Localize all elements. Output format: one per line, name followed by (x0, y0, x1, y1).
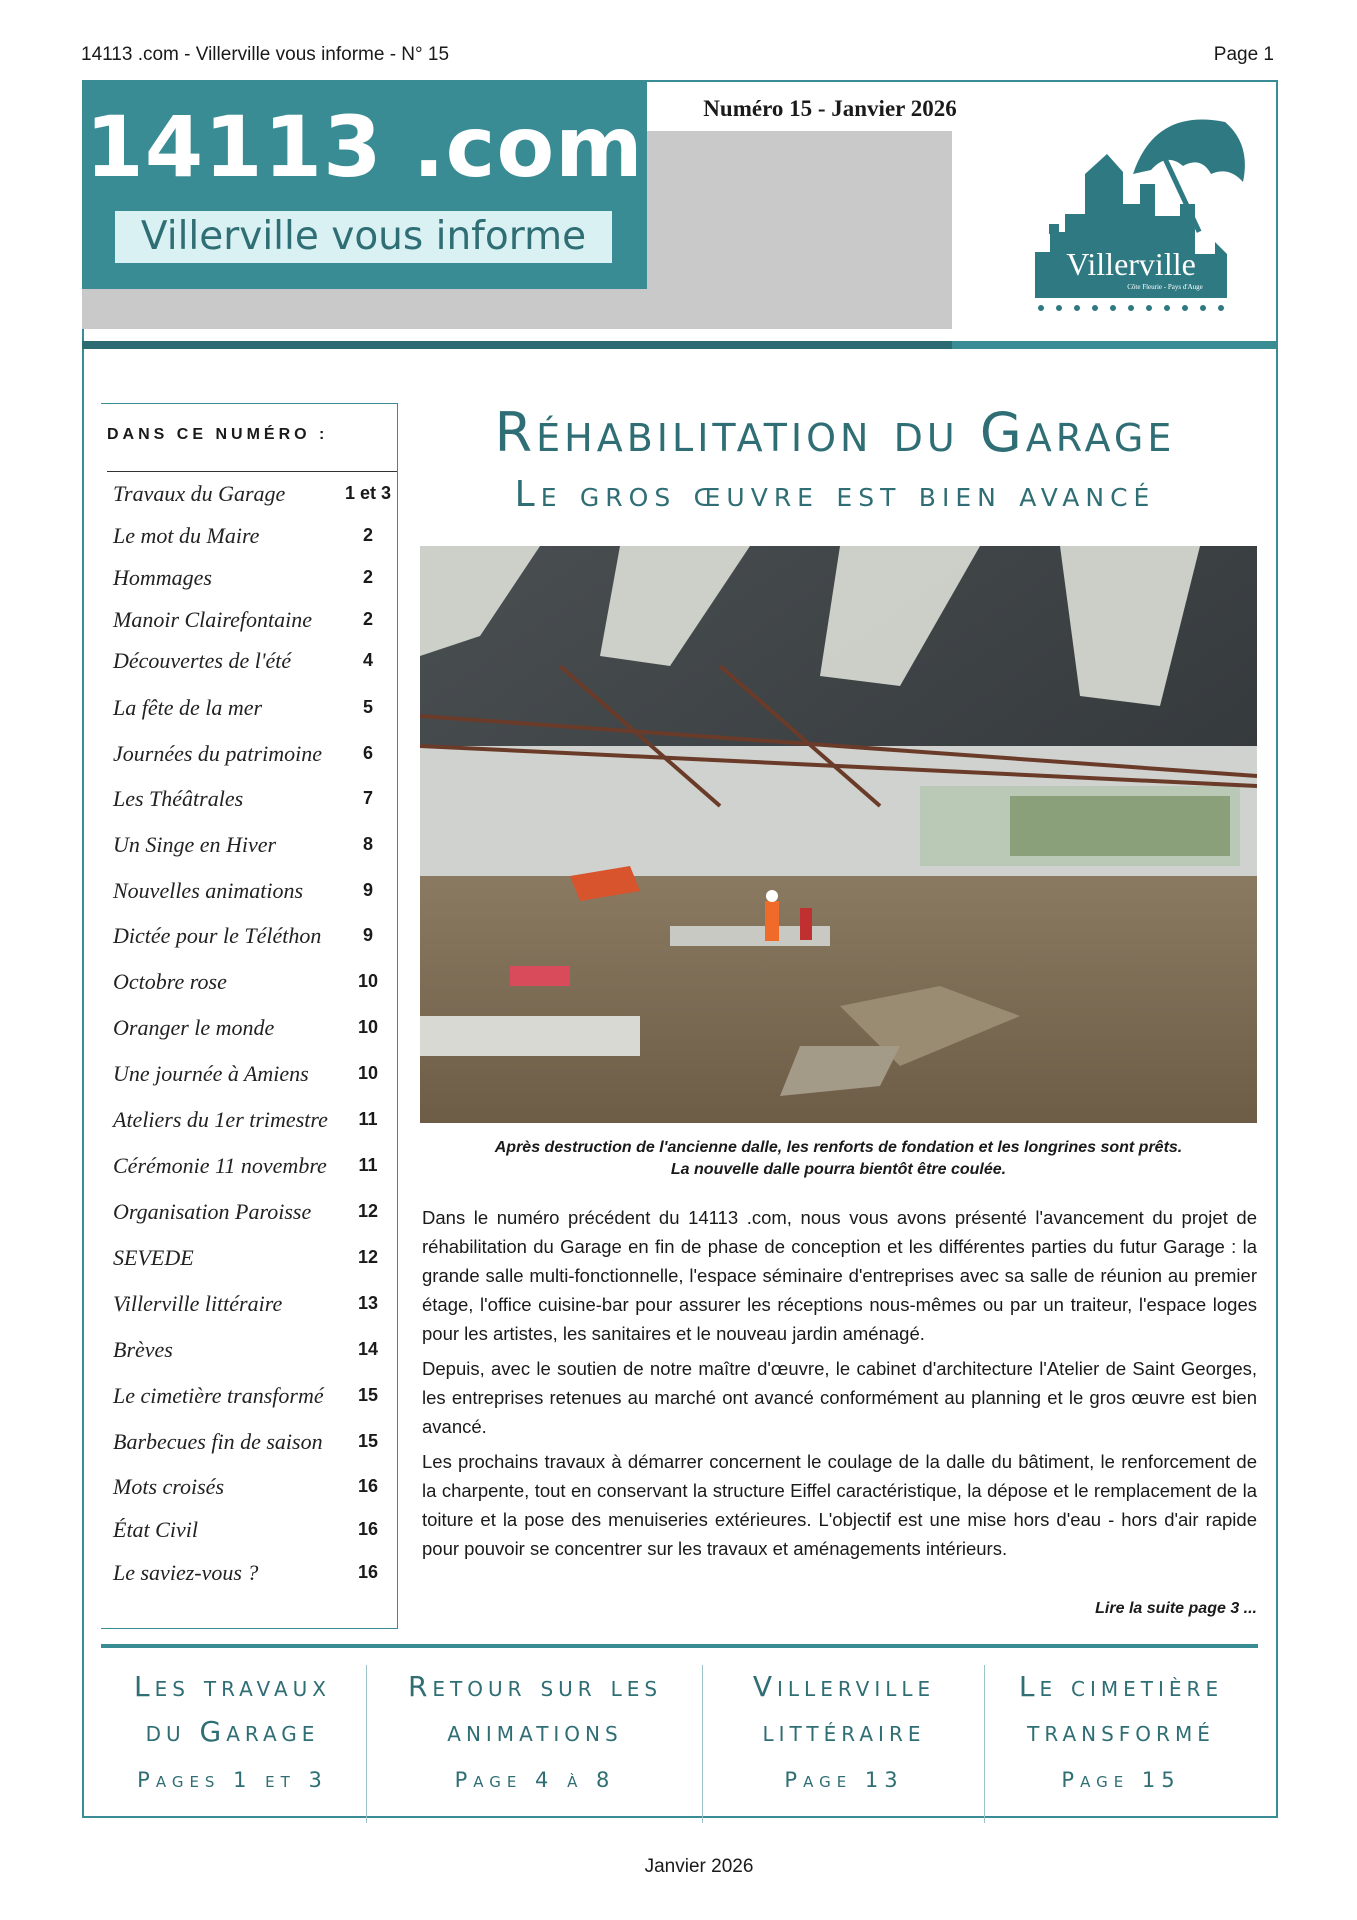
toc-item-label: Brèves (113, 1337, 173, 1362)
feature-title-line-1: Villerville (752, 1670, 936, 1703)
toc-item-label: Octobre rose (113, 969, 227, 994)
feature-box[interactable] (368, 1664, 702, 1822)
toc-item-label: Le cimetière transformé (113, 1383, 324, 1408)
toc-item-label: Villerville littéraire (113, 1291, 283, 1316)
toc-item[interactable] (113, 1015, 396, 1055)
toc-item-page: 15 (357, 1431, 379, 1451)
toc-item-page: 13 (357, 1293, 379, 1313)
feature-pages: Page 15 (1061, 1768, 1181, 1792)
toc-item[interactable] (113, 481, 396, 521)
article-subheadline: Le gros œuvre est bien avancé (514, 474, 1156, 515)
toc-item[interactable] (113, 1474, 396, 1514)
toc-item-page: 2 (362, 609, 373, 629)
toc-item-page: 14 (357, 1339, 379, 1359)
toc-item-label: Les Théâtrales (113, 786, 244, 811)
toc-item-page: 15 (357, 1385, 379, 1405)
toc-item[interactable] (113, 878, 396, 918)
feature-box[interactable] (101, 1664, 364, 1822)
toc-item-label: État Civil (113, 1517, 198, 1542)
feature-title-line-1: Retour sur les (407, 1670, 663, 1703)
caption-line-1: Après destruction de l'ancienne dalle, les renforts de fondation et les longrines sont prêts. (494, 1139, 1183, 1156)
toc-item-label: Le mot du Maire (113, 523, 260, 548)
toc-item[interactable] (113, 1291, 396, 1331)
feature-title-line-1: Le cimetière (1018, 1670, 1224, 1703)
feature-divider (984, 1665, 985, 1823)
toc-item[interactable] (113, 786, 396, 826)
feature-title-line-2: du Garage (145, 1715, 320, 1748)
running-header: 14113 .com - Villerville vous informe - N° 15 (81, 44, 450, 65)
paragraph: Depuis, avec le soutien de notre maître d'œuvre, le cabinet d'architecture l'Atelier de Saint Georges, les entreprises retenues au marché ont avancé conformément au planning et le gros œuvre est bien avancé. (422, 1358, 1257, 1437)
toc-item-page: 12 (357, 1247, 379, 1267)
features-rule (101, 1644, 1258, 1648)
feature-divider (702, 1665, 703, 1823)
feature-title-line-1: Les travaux (134, 1670, 331, 1703)
toc-item-page: 1 et 3 (344, 483, 392, 503)
toc-item-label: Découvertes de l'été (113, 648, 292, 673)
toc-item-page: 8 (362, 834, 373, 854)
feature-box[interactable] (986, 1664, 1256, 1822)
logo-dots (1038, 305, 1224, 311)
toc-item-label: Hommages (113, 565, 212, 590)
article-headline: Réhabilitation du Garage (494, 401, 1176, 464)
toc-item[interactable] (113, 1245, 396, 1285)
toc-item[interactable] (113, 1107, 396, 1147)
read-more-link[interactable]: Lire la suite page 3 ... (1095, 1600, 1257, 1617)
toc-item[interactable] (113, 1429, 396, 1469)
toc-item[interactable] (113, 1199, 396, 1239)
toc-item[interactable] (113, 523, 396, 563)
toc-item-page: 10 (357, 1063, 379, 1083)
masthead-subtitle: Villerville vous informe (115, 211, 612, 263)
toc-item[interactable] (113, 648, 396, 688)
feature-pages: Page 13 (784, 1768, 904, 1792)
toc-item-page: 11 (358, 1155, 378, 1175)
toc-item-page: 9 (362, 925, 373, 945)
construction-photo (420, 546, 1257, 1123)
toc-item-page: 2 (362, 567, 373, 587)
toc-item-page: 11 (358, 1109, 378, 1129)
masthead-rule-light (952, 341, 1278, 349)
toc-item[interactable] (113, 741, 396, 781)
issue-number: Numéro 15 - Janvier 2026 (703, 96, 957, 121)
toc-item-page: 10 (357, 971, 379, 991)
toc-divider (107, 471, 397, 472)
toc-item-page: 10 (357, 1017, 379, 1037)
masthead-rule-dark (82, 341, 952, 349)
feature-title-line-2: animations (447, 1715, 623, 1748)
toc-item-label: Cérémonie 11 novembre (113, 1153, 327, 1178)
toc-item-label: Ateliers du 1er trimestre (113, 1107, 328, 1132)
toc-item-page: 16 (357, 1519, 379, 1539)
toc-item-label: La fête de la mer (113, 695, 263, 720)
feature-pages: Pages 1 et 3 (137, 1768, 328, 1792)
photo-caption (420, 1137, 1257, 1181)
toc-item[interactable] (113, 1517, 396, 1557)
toc-item-page: 5 (362, 697, 373, 717)
toc-item[interactable] (113, 1061, 396, 1101)
toc-item-label: Oranger le monde (113, 1015, 275, 1040)
toc-item[interactable] (113, 607, 396, 647)
toc-item-label: Travaux du Garage (113, 481, 286, 506)
toc-item[interactable] (113, 1337, 396, 1377)
toc-title: DANS CE NUMÉRO : (107, 426, 329, 443)
toc-item-page: 6 (362, 743, 373, 763)
feature-title-line-2: littéraire (762, 1715, 926, 1748)
toc-item[interactable] (113, 565, 396, 605)
toc-item-page: 4 (362, 650, 373, 670)
toc-item[interactable] (113, 1153, 396, 1193)
toc-item-label: Manoir Clairefontaine (113, 607, 313, 632)
toc-item-page: 16 (357, 1562, 379, 1582)
toc-item-page: 16 (357, 1476, 379, 1496)
toc-item[interactable] (113, 923, 396, 963)
toc-item-label: Un Singe en Hiver (113, 832, 277, 857)
feature-title-line-2: transformé (1027, 1715, 1215, 1748)
feature-divider (366, 1665, 367, 1823)
feature-box[interactable] (704, 1664, 984, 1822)
toc-item-page: 7 (362, 788, 373, 808)
toc-item-label: Dictée pour le Téléthon (113, 923, 322, 948)
toc-item-label: Le saviez-vous ? (113, 1560, 259, 1585)
toc-item[interactable] (113, 1560, 396, 1600)
toc-item-label: Une journée à Amiens (113, 1061, 309, 1086)
toc-item-page: 12 (357, 1201, 379, 1221)
caption-line-2: La nouvelle dalle pourra bientôt être coulée. (670, 1161, 1007, 1178)
toc-item[interactable] (113, 1383, 396, 1423)
toc-item[interactable] (113, 832, 396, 872)
toc-item-page: 2 (362, 525, 373, 545)
toc-item-label: Mots croisés (113, 1474, 225, 1499)
article-body (422, 1203, 1257, 1569)
toc-item-label: Journées du patrimoine (113, 741, 322, 766)
paragraph: Les prochains travaux à démarrer concernent le coulage de la dalle du bâtiment, le renforcement de la charpente, tout en conservant la structure Eiffel caractéristique, la dépose et le remplacement de la toiture et la pose des menuiseries extérieures. L'objectif est une mise hors d'eau - hors d'air rapide pour pouvoir se concentrer sur les travaux et aménagements intérieurs. (422, 1451, 1257, 1559)
toc-item[interactable] (113, 695, 396, 735)
masthead-title: 14113 .com (85, 98, 644, 196)
logo-tagline: Côte Fleurie - Pays d'Auge (1127, 283, 1203, 291)
logo-text: Villerville (1066, 246, 1196, 282)
toc-item-label: Organisation Paroisse (113, 1199, 312, 1224)
toc-item[interactable] (113, 969, 396, 1009)
toc-item-label: SEVEDE (113, 1245, 194, 1270)
toc-item-label: Barbecues fin de saison (113, 1429, 323, 1454)
villerville-logo (1015, 104, 1250, 319)
footer-date: Janvier 2026 (644, 1856, 754, 1877)
paragraph: Dans le numéro précédent du 14113 .com, nous vous avons présenté l'avancement du projet de réhabilitation du Garage en fin de phase de conception et les différentes parties du futur Garage : la grande salle multi-fonctionnelle, l'espace séminaire d'entreprises avec sa salle de réunion au premier étage, l'office cuisine-bar pour assurer les réceptions nous-mêmes ou par un traiteur, l'espace loges pour les artistes, les sanitaires et le nouveau jardin aménagé. (422, 1207, 1257, 1344)
feature-pages: Page 4 à 8 (454, 1768, 616, 1792)
toc-item-label: Nouvelles animations (113, 878, 304, 903)
toc-item-page: 9 (362, 880, 373, 900)
page-number: Page 1 (1213, 44, 1274, 65)
